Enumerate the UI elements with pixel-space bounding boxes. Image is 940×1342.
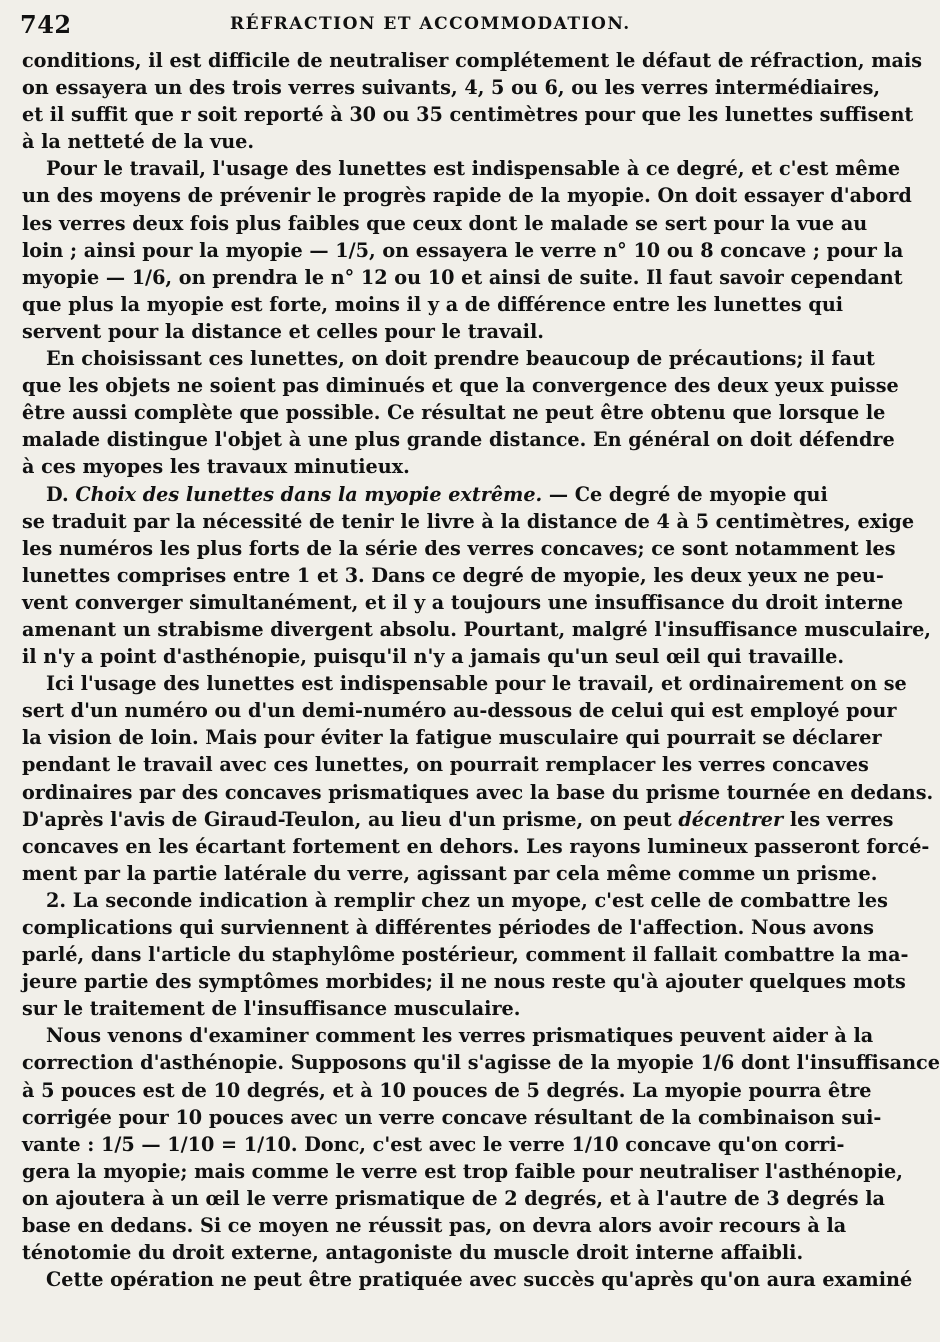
paragraph-first-line: 2. La seconde indication à remplir chez un myope, c'est celle de combattre les xyxy=(46,888,888,912)
text-line: base en dedans. Si ce moyen ne réussit pas, on devra alors avoir recours à la xyxy=(22,1214,847,1238)
text-line: les numéros les plus forts de la série des verres concaves; ce sont notamment les xyxy=(22,536,896,560)
section-text: — Ce degré de myopie qui xyxy=(542,482,828,506)
text-line: la vision de loin. Mais pour éviter la fatigue musculaire qui pourrait se déclarer xyxy=(22,726,882,750)
emphasis-word: décentrer xyxy=(678,807,784,831)
text-line: à 5 pouces est de 10 degrés, et à 10 pouces de 5 degrés. La myopie pourra être xyxy=(22,1078,872,1102)
text-line: se traduit par la nécessité de tenir le livre à la distance de 4 à 5 centimètres, exige xyxy=(22,509,915,533)
text-line: pendant le travail avec ces lunettes, on pourrait remplacer les verres concaves xyxy=(22,753,869,777)
text-line: ténotomie du droit externe, antagoniste du muscle droit interne affaibli. xyxy=(22,1241,804,1265)
paragraph-first-line: Ici l'usage des lunettes est indispensable pour le travail, et ordinairement on se xyxy=(46,672,907,696)
page-number: 742 xyxy=(20,10,72,39)
text-line: gera la myopie; mais comme le verre est trop faible pour neutraliser l'asthénopie, xyxy=(22,1159,903,1183)
page-header xyxy=(20,8,780,42)
text-line: amenant un strabisme divergent absolu. Pourtant, malgré l'insuffisance musculaire, xyxy=(22,617,931,641)
text-line: sert d'un numéro ou d'un demi-numéro au-dessous de celui qui est employé pour xyxy=(22,699,897,723)
section-heading-line xyxy=(22,481,828,508)
body-text xyxy=(22,47,940,1293)
running-head: RÉFRACTION ET ACCOMMODATION. xyxy=(230,14,631,34)
text-line: vante : 1/5 — 1/10 = 1/10. Donc, c'est avec le verre 1/10 concave qu'on corri- xyxy=(22,1132,845,1156)
text-line: que les objets ne soient pas diminués et que la convergence des deux yeux puisse xyxy=(22,374,899,398)
text-line: servent pour la distance et celles pour le travail. xyxy=(22,319,544,343)
text-line: loin ; ainsi pour la myopie — 1/5, on essayera le verre n° 10 ou 8 concave ; pour la xyxy=(22,238,904,262)
line-part: D'après l'avis de Giraud-Teulon, au lieu d'un prisme, on peut xyxy=(22,807,679,831)
section-title: Choix des lunettes dans la myopie extrême. xyxy=(75,482,543,506)
section-label: D. xyxy=(46,482,76,506)
text-line: jeure partie des symptômes morbides; il ne nous reste qu'à ajouter quelques mots xyxy=(22,970,906,994)
text-line: sur le traitement de l'insuffisance musculaire. xyxy=(22,997,521,1021)
text-line: être aussi complète que possible. Ce résultat ne peut être obtenu que lorsque le xyxy=(22,401,886,425)
text-line: vent converger simultanément, et il y a toujours une insuffisance du droit interne xyxy=(22,590,904,614)
paragraph-first-line: Pour le travail, l'usage des lunettes est indispensable à ce degré, et c'est même xyxy=(46,157,901,181)
text-line: ordinaires par des concaves prismatiques avec la base du prisme tournée en dedans. xyxy=(22,780,934,804)
text-line: il n'y a point d'asthénopie, puisqu'il n'y a jamais qu'un seul œil qui travaille. xyxy=(22,645,844,669)
text-line: parlé, dans l'article du staphylôme postérieur, comment il fallait combattre la ma- xyxy=(22,943,909,967)
text-line-with-emphasis xyxy=(22,806,894,833)
paragraph-first-line: Cette opération ne peut être pratiquée avec succès qu'après qu'on aura examiné xyxy=(46,1268,913,1292)
text-line: on essayera un des trois verres suivants, 4, 5 ou 6, ou les verres intermédiaires, xyxy=(22,76,881,100)
text-line: à la netteté de la vue. xyxy=(22,130,255,154)
text-line: conditions, il est difficile de neutraliser complétement le défaut de réfraction, mais xyxy=(22,49,923,72)
text-line: correction d'asthénopie. Supposons qu'il s'agisse de la myopie 1/6 dont l'insuffisance xyxy=(22,1051,940,1075)
text-line: complications qui surviennent à différentes périodes de l'affection. Nous avons xyxy=(22,916,874,939)
line-part: les verres xyxy=(783,807,894,831)
text-line: corrigée pour 10 pouces avec un verre concave résultant de la combinaison sui- xyxy=(22,1105,882,1129)
paragraph-first-line: En choisissant ces lunettes, on doit prendre beaucoup de précautions; il faut xyxy=(46,347,875,371)
text-line: lunettes comprises entre 1 et 3. Dans ce degré de myopie, les deux yeux ne peu- xyxy=(22,563,884,587)
paragraph-first-line: Nous venons d'examiner comment les verres prismatiques peuvent aider à la xyxy=(46,1024,874,1048)
text-line: les verres deux fois plus faibles que ceux dont le malade se sert pour la vue au xyxy=(22,211,868,235)
text-line: que plus la myopie est forte, moins il y a de différence entre les lunettes qui xyxy=(22,292,844,316)
text-line: un des moyens de prévenir le progrès rapide de la myopie. On doit essayer d'abord xyxy=(22,184,912,208)
text-line: malade distingue l'objet à une plus grande distance. En général on doit défendre xyxy=(22,428,895,452)
text-line: myopie — 1/6, on prendra le n° 12 ou 10 et ainsi de suite. Il faut savoir cependant xyxy=(22,265,903,289)
text-line: et il suffit que r soit reporté à 30 ou 35 centimètres pour que les lunettes suffisent xyxy=(22,103,914,127)
text-line: ment par la partie latérale du verre, agissant par cela même comme un prisme. xyxy=(22,861,878,885)
text-line: on ajoutera à un œil le verre prismatique de 2 degrés, et à l'autre de 3 degrés la xyxy=(22,1186,885,1210)
text-line: concaves en les écartant fortement en dehors. Les rayons lumineux passeront forcé- xyxy=(22,834,930,858)
text-line: à ces myopes les travaux minutieux. xyxy=(22,455,410,479)
